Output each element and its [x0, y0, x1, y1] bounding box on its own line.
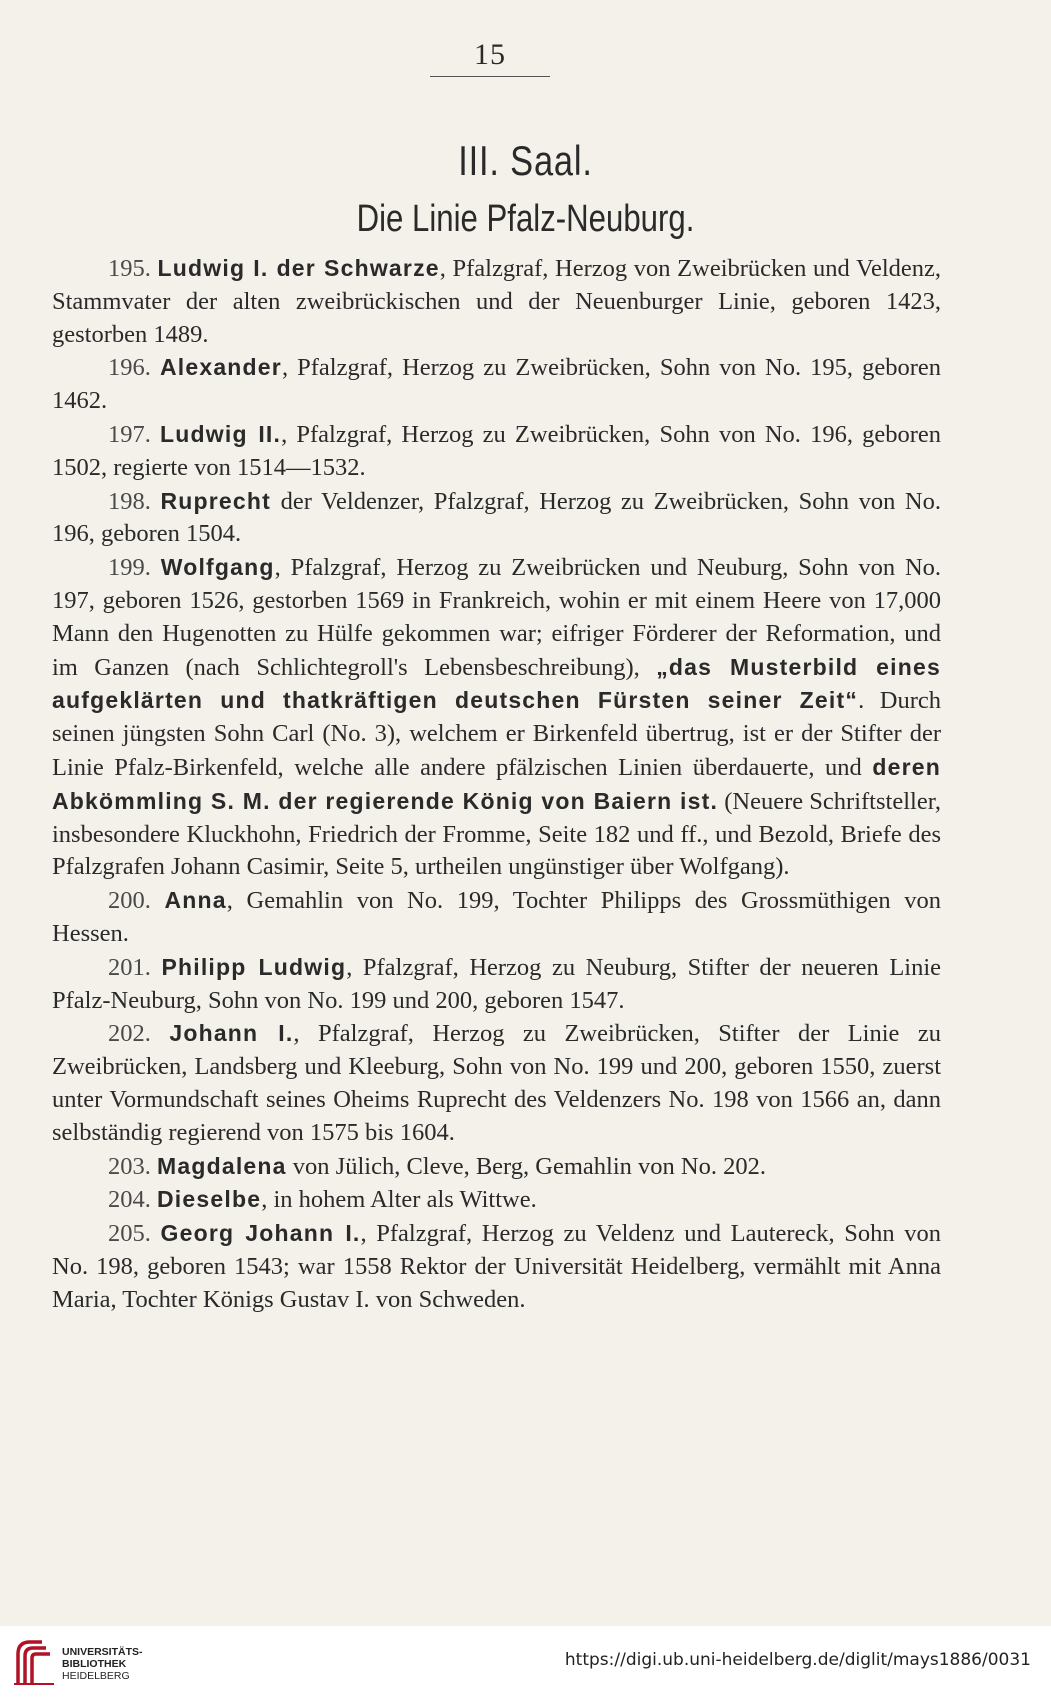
entry-emphasis: „das Musterbild eines aufgeklärten und thatkräftigen deutschen Fürsten seiner Zeit“	[52, 653, 941, 714]
entry-list	[52, 252, 941, 1317]
entry-number: 201.	[108, 953, 151, 981]
entry-number: 199.	[108, 554, 151, 582]
entry-text: , Pfalzgraf, Herzog von Zweibrücken und Veldenz, Stammvater der alten zweibrückischen und der Neuenburger Linie, geboren 1423, gestorben 1489.	[52, 255, 942, 348]
hall-title: III. Saal.	[458, 137, 593, 184]
university-library-logo-icon	[12, 1634, 56, 1692]
entry-text: , Pfalzgraf, Herzog zu Zweibrücken, Sohn von No. 196, geboren 1502, regierte von 1514—1532.	[52, 420, 942, 481]
entry-number: 200.	[108, 887, 151, 915]
entry-name: Wolfgang	[160, 554, 275, 581]
logo-line-2: BIBLIOTHEK	[62, 1658, 127, 1670]
entry-text: , Pfalzgraf, Herzog zu Veldenz und Lautereck, Sohn von No. 198, geboren 1543; war 1558 Rektor der Universität Heidelberg, vermählt mit Anna Maria, Tochter Königs Gustav I. von Schweden.	[52, 1220, 941, 1313]
entry-number: 198.	[108, 487, 151, 515]
entry-number: 197.	[108, 420, 151, 448]
entry-196	[52, 351, 941, 418]
entry-text: , in hohem Alter als Wittwe.	[261, 1186, 537, 1214]
footer-bar	[0, 1626, 1051, 1700]
entry-text: von Jülich, Cleve, Berg, Gemahlin von No. 202.	[286, 1152, 766, 1180]
entry-203	[52, 1150, 941, 1184]
entry-number: 202.	[108, 1020, 151, 1048]
entry-text: , Pfalzgraf, Herzog zu Zweibrücken, Stifter der Linie zu Zweibrücken, Landsberg und Kleeburg, Sohn von No. 199 und 200, geboren 1550, zuerst unter Vormundschaft seines Oheims Ruprecht des Veldenzers No. 198 von 1566 an, dann selbständig regierend von 1575 bis 1604.	[52, 1020, 941, 1146]
entry-text: der Veldenzer, Pfalzgraf, Herzog zu Zweibrücken, Sohn von No. 196, geboren 1504.	[52, 487, 941, 548]
entry-name: Ludwig II.	[160, 420, 282, 447]
logo-line-3: HEIDELBERG	[62, 1670, 130, 1682]
page-number: 15	[474, 38, 506, 71]
entry-name: Alexander	[159, 354, 282, 381]
entry-200	[52, 884, 941, 951]
source-url[interactable]: https://digi.ub.uni-heidelberg.de/diglit/mays1886/0031	[564, 1650, 1031, 1670]
entry-text: , Pfalzgraf, Herzog zu Zweibrücken, Sohn von No. 195, geboren 1462.	[52, 354, 942, 415]
entry-name: Ludwig I. der Schwarze	[157, 255, 440, 281]
entry-201	[52, 951, 941, 1018]
logo-line-1: UNIVERSITÄTS-	[62, 1646, 143, 1658]
entry-text: (Neuere Schriftsteller, insbesondere Kluckhohn, Friedrich der Fromme, Seite 182 und ff., und Bezold, Briefe des Pfalzgrafen Johann Casimir, Seite 5, urtheilen ungünstiger über Wolfgang).	[52, 787, 941, 881]
entry-name: Dieselbe	[157, 1186, 262, 1213]
entry-199	[52, 551, 941, 884]
entry-text: , Pfalzgraf, Herzog zu Neuburg, Stifter der neueren Linie Pfalz-Neuburg, Sohn von No. 199 und 200, geboren 1547.	[52, 953, 942, 1014]
entry-198	[52, 485, 941, 552]
entry-202	[52, 1017, 941, 1149]
entry-number: 203.	[108, 1152, 151, 1180]
entry-204	[52, 1183, 941, 1217]
entry-name: Philipp Ludwig	[161, 953, 347, 980]
entry-number: 205.	[108, 1220, 151, 1248]
entry-197	[52, 418, 941, 485]
entry-text: , Pfalzgraf, Herzog zu Zweibrücken und Neuburg, Sohn von No. 197, geboren 1526, gestorben 1569 in Frankreich, wohin er mit einem Heere von 17,000 Mann den Hugenotten zu Hülfe gekommen war; eifriger Förderer der Reformation, und im Ganzen (nach Schlichtegroll's Lebensbeschreibung),	[52, 554, 942, 681]
entry-195	[52, 252, 941, 351]
entry-name: Anna	[164, 887, 227, 914]
entry-number: 195.	[108, 255, 151, 282]
entry-name: Ruprecht	[160, 487, 272, 514]
page-number-rule	[430, 76, 550, 77]
entry-name: Georg Johann I.	[160, 1220, 361, 1247]
entry-205	[52, 1217, 941, 1316]
entry-emphasis: deren Abkömmling S. M. der regierende König von Baiern ist.	[52, 753, 941, 814]
entry-number: 204.	[108, 1186, 151, 1214]
library-logo-text	[62, 1646, 143, 1682]
entry-name: Magdalena	[157, 1152, 287, 1179]
entry-text: , Gemahlin von No. 199, Tochter Philipps des Grossmüthigen von Hessen.	[52, 887, 941, 947]
section-title: Die Linie Pfalz-Neuburg.	[356, 198, 695, 240]
entry-number: 196.	[108, 354, 151, 382]
entry-name: Johann I.	[169, 1020, 294, 1047]
entry-text: . Durch seinen jüngsten Sohn Carl (No. 3), welchem er Birkenfeld übertrug, ist er der Stifter der Linie Pfalz-Birkenfeld, welche alle andere pfälzischen Linien überdauerte, und	[52, 687, 942, 781]
